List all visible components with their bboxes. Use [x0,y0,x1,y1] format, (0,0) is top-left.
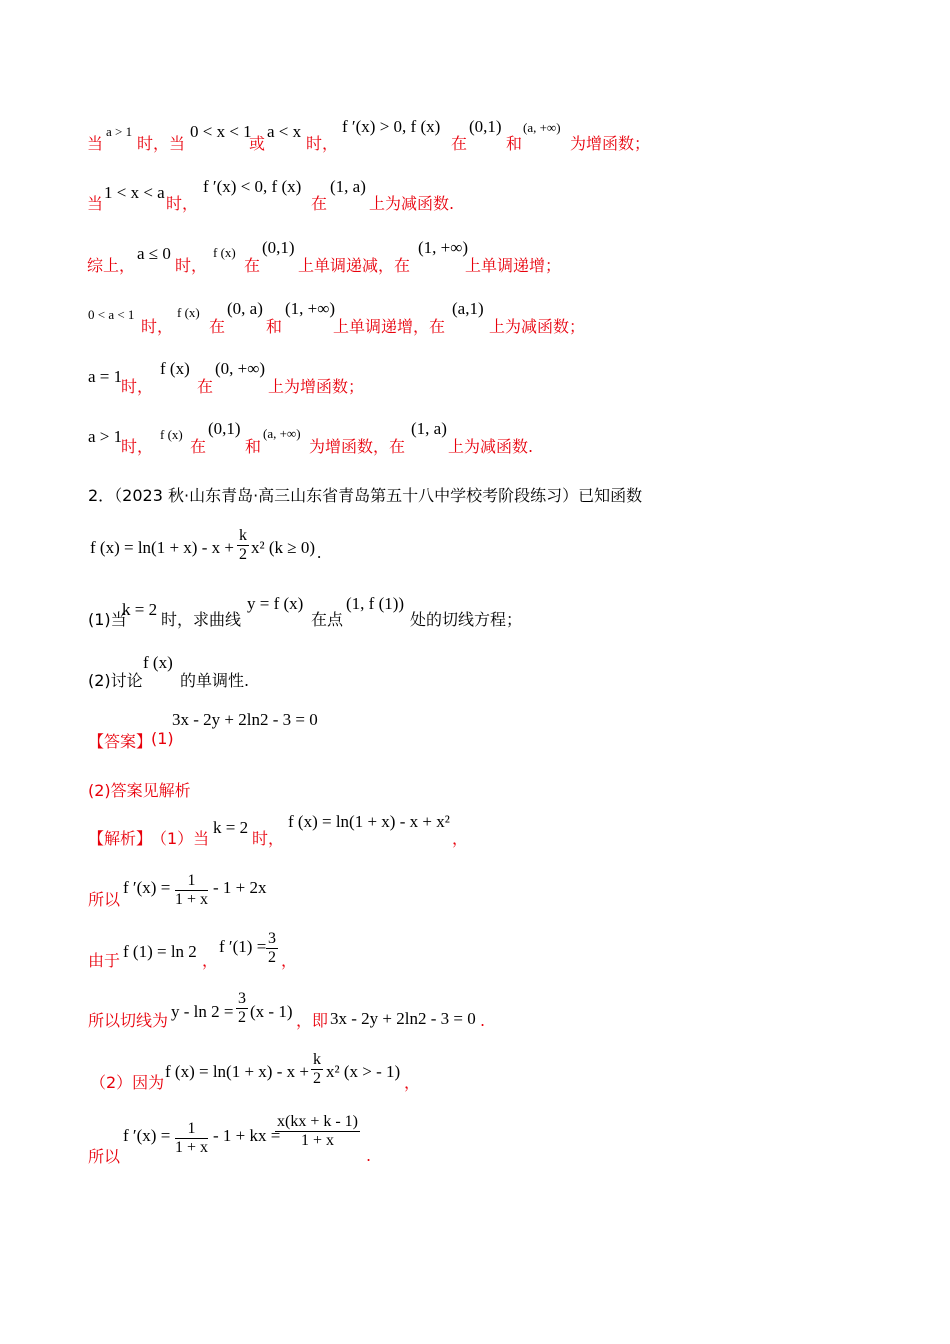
math: (1, a) [330,177,366,196]
math: (x - 1) [250,1002,293,1021]
math: f ′(x) < 0, f (x) [203,177,302,196]
text: 和 [266,317,283,336]
math: - 1 + 2x [213,878,267,897]
math: 0 < x < 1 [190,122,252,141]
math: a = 1 [88,367,123,386]
math: 0 < a < 1 [88,307,135,322]
text: 时， [306,134,339,153]
denominator: 2 [239,546,247,563]
text: 时，求曲线 [161,610,242,629]
math: k = 2 [213,818,249,837]
text: 时， [252,829,285,848]
text: 处的切线方程； [410,610,523,629]
math: f (x) = ln(1 + x) - x + [165,1062,309,1081]
text: . [480,1011,486,1030]
text: (1) [151,729,174,748]
answer-part-2: (2)答案见解析 [88,781,191,800]
text: 时， [121,377,154,396]
text: 或 [249,134,266,153]
text: (2)讨论 [88,671,143,690]
numerator: 3 [268,930,276,947]
text: . [366,1146,372,1165]
fraction [175,1120,208,1157]
text: （1）当 [151,829,210,848]
numerator: k [313,1051,321,1068]
answer-label: 【答案】 [88,732,153,751]
math: x² (k ≥ 0) [251,538,315,557]
numerator: 1 [175,872,208,891]
numerator: k [239,527,247,544]
text: 和 [245,437,262,456]
math: k = 2 [122,600,158,619]
text: 当 [87,194,104,213]
numerator: 1 [175,1120,208,1139]
math: 1 < x < a [104,183,165,202]
math: x² (x > - 1) [326,1062,401,1081]
math: (a, +∞) [263,426,301,441]
text: 为增函数，在 [309,437,406,456]
numerator: 3 [238,990,246,1007]
text: 所以 [88,890,121,909]
text: （2）因为 [90,1073,165,1092]
answer-equation: 3x - 2y + 2ln2 - 3 = 0 [172,710,318,729]
numerator: x(kx + k - 1) [277,1113,359,1130]
fraction [311,1051,323,1088]
text: 在 [209,317,226,336]
text: 综上， [87,256,136,275]
math: (0, a) [227,299,263,318]
text: 在 [311,194,328,213]
math: f (x) [160,427,183,442]
fraction [237,527,249,564]
text: 由于 [88,951,121,970]
text: 上单调递增； [465,256,562,275]
math: (a, +∞) [523,120,561,135]
math: (0,1) [262,238,295,257]
denominator: 2 [313,1070,321,1087]
question-heading: 2．（2023 秋·山东青岛·高三山东省青岛第五十八中学校考阶段练习）已知函数 [88,486,643,505]
text: (1)当 [88,610,127,629]
text: 时，当 [137,134,186,153]
math: . [317,543,322,562]
denominator: 2 [268,949,276,966]
math: a > 1 [88,427,123,446]
text: ， [404,1073,421,1092]
denominator: 1 + x [175,1139,209,1156]
text: 时， [121,437,154,456]
text: 上单调递增，在 [333,317,446,336]
denominator: 2 [238,1009,246,1026]
math: (1, +∞) [418,238,469,257]
math: y - ln 2 = [171,1002,234,1021]
denominator: 1 + x [300,1132,335,1149]
text: 所以 [88,1147,121,1166]
math: (1, +∞) [285,299,336,318]
text: 上为减函数. [448,437,534,456]
text: ， [452,829,469,848]
text: 上为减函数； [489,317,586,336]
fraction [275,1113,360,1150]
text: 在 [244,256,261,275]
math: f ′(x) = [123,878,171,897]
text: 在点 [311,610,344,629]
math: (0,1) [208,419,241,438]
text: 当 [87,134,104,153]
math: y = f (x) [247,594,304,613]
math: a < x [267,122,302,141]
math: (1, a) [411,419,447,438]
math: a ≤ 0 [137,244,171,263]
math: (a,1) [452,299,484,318]
math: f (x) = ln(1 + x) - x + x² [288,812,450,831]
math: f ′(x) = [123,1126,171,1145]
math: a > 1 [106,124,133,139]
text: 上单调递减，在 [298,256,411,275]
text: 为增函数； [570,134,651,153]
math: f ′(1) = [219,937,267,956]
analysis-label: 【解析】 [88,829,153,848]
math: (0,1) [469,117,502,136]
text: 和 [506,134,523,153]
text: ， [202,951,219,970]
fraction [266,930,278,967]
text: 在 [190,437,207,456]
fraction [175,872,208,909]
math: f ′(x) > 0, f (x) [342,117,441,136]
math: (0, +∞) [215,359,266,378]
text: 时， [166,194,199,213]
math: 3x - 2y + 2ln2 - 3 = 0 [330,1009,476,1028]
math: (1, f (1)) [346,594,405,613]
text: 时， [141,317,174,336]
text: 所以切线为 [88,1011,169,1030]
text: ， [281,951,298,970]
math: f (1) = ln 2 [123,942,197,961]
text: ，即 [296,1011,329,1030]
math: f (x) [143,653,173,672]
math: f (x) [160,359,190,378]
text: 在 [451,134,468,153]
fraction [236,990,248,1027]
text: 时， [175,256,208,275]
text: 的单调性. [180,671,250,690]
denominator: 1 + x [175,891,209,908]
math: - 1 + kx = [213,1126,281,1145]
math: f (x) = ln(1 + x) - x + [90,538,234,557]
math: f (x) [177,305,200,320]
text: 上为减函数. [369,194,455,213]
text: 在 [197,377,214,396]
math: f (x) [213,245,236,260]
text: 上为增函数； [268,377,365,396]
